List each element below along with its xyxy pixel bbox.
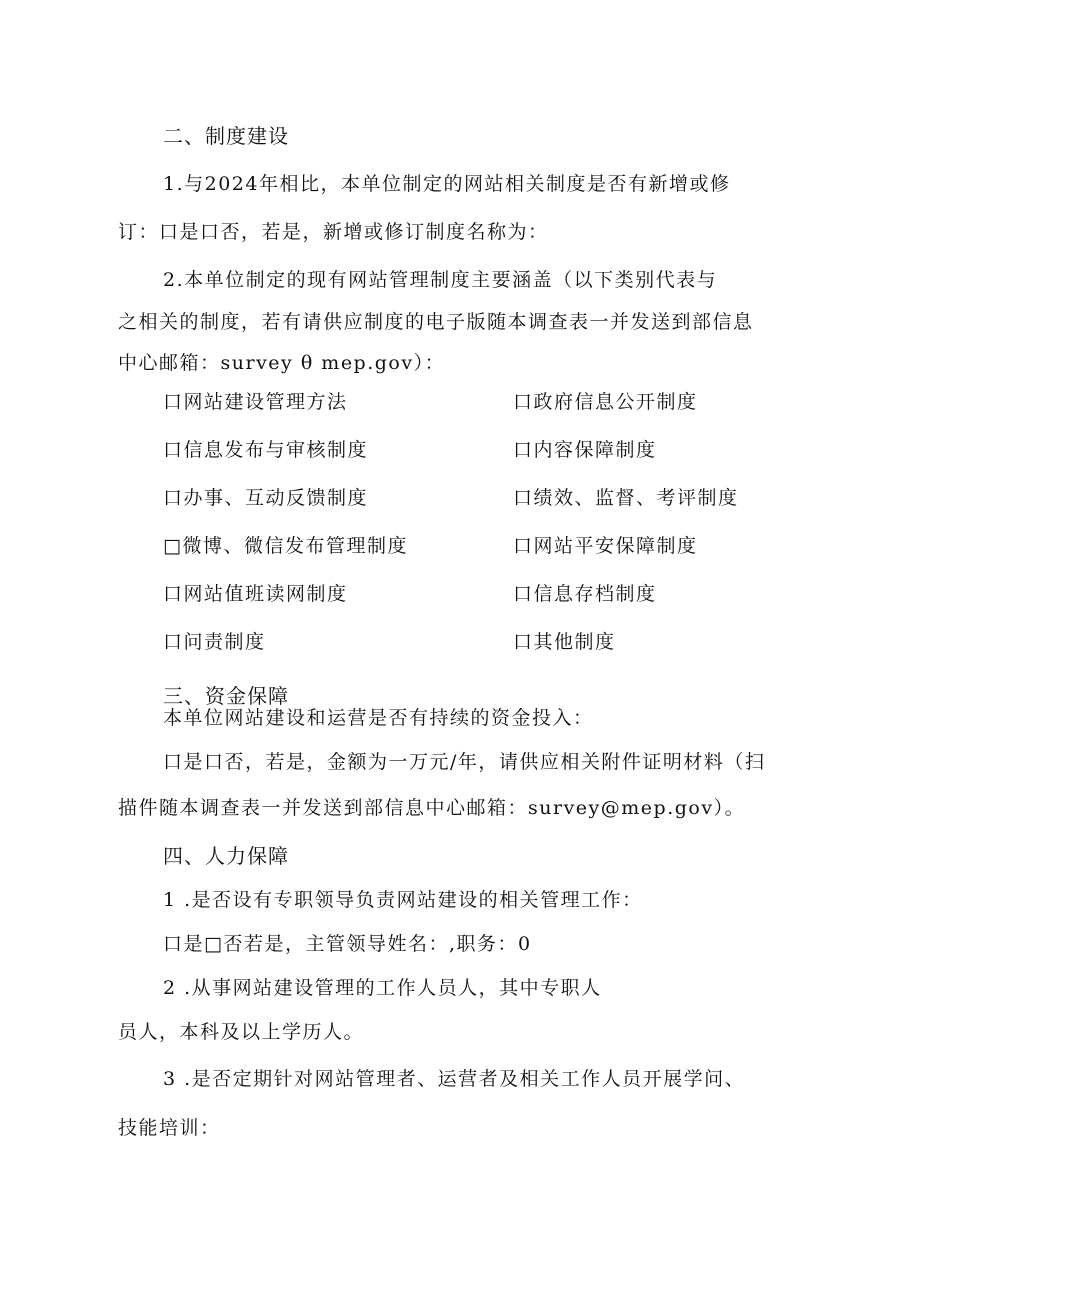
section-3-title: 三、资金保障 [163,684,289,708]
section-4-q1-line2: 口是□否若是，主管领导姓名：,职务：0 [163,933,532,955]
section-3-line1: 本单位网站建设和运营是否有持续的资金投入： [163,707,594,729]
section-2-q2-line3: 中心邮箱：survey θ mep.gov）： [118,352,446,374]
option-service-interaction: 口办事、互动反馈制度 [163,487,369,509]
section-2-q2-line2: 之相关的制度，若有请供应制度的电子版随本调查表一并发送到部信息 [118,311,754,333]
option-other: 口其他制度 [513,631,616,653]
section-4-q3-line1: 3 .是否定期针对网站管理者、运营者及相关工作人员开展学问、 [163,1068,746,1090]
section-4-title: 四、人力保障 [163,844,289,868]
section-2-title: 二、制度建设 [163,124,289,148]
option-info-archive: 口信息存档制度 [513,583,657,605]
section-2-q1-line2: 订：口是口否，若是，新增或修订制度名称为： [118,221,549,243]
section-4-q1-line1: 1 .是否设有专职领导负责网站建设的相关管理工作： [163,889,643,911]
option-weibo-wechat: □微博、微信发布管理制度 [163,535,408,557]
section-2-q1-line1: 1.与2024年相比，本单位制定的网站相关制度是否有新增或修 [163,173,731,195]
option-duty-reading: 口网站值班读网制度 [163,583,348,605]
option-website-construction: 口网站建设管理方法 [163,391,348,413]
option-info-publish-review: 口信息发布与审核制度 [163,439,369,461]
section-2-q2-line1: 2.本单位制定的现有网站管理制度主要涵盖（以下类别代表与 [163,269,718,291]
option-website-security: 口网站平安保障制度 [513,535,698,557]
option-content-assurance: 口内容保障制度 [513,439,657,461]
option-accountability: 口问责制度 [163,631,266,653]
option-gov-info-disclosure: 口政府信息公开制度 [513,391,698,413]
option-performance-evaluation: 口绩效、监督、考评制度 [513,487,739,509]
section-4-q2-line2: 员人，本科及以上学历人。 [118,1021,365,1043]
section-4-q3-line2: 技能培训： [118,1117,221,1139]
section-4-q2-line1: 2 .从事网站建设管理的工作人员人，其中专职人 [163,977,602,999]
section-3-line3: 描件随本调查表一并发送到部信息中心邮箱：survey@mep.gov）。 [118,797,746,819]
section-3-line2: 口是口否，若是，金额为一万元/年，请供应相关附件证明材料（扫 [163,751,766,773]
